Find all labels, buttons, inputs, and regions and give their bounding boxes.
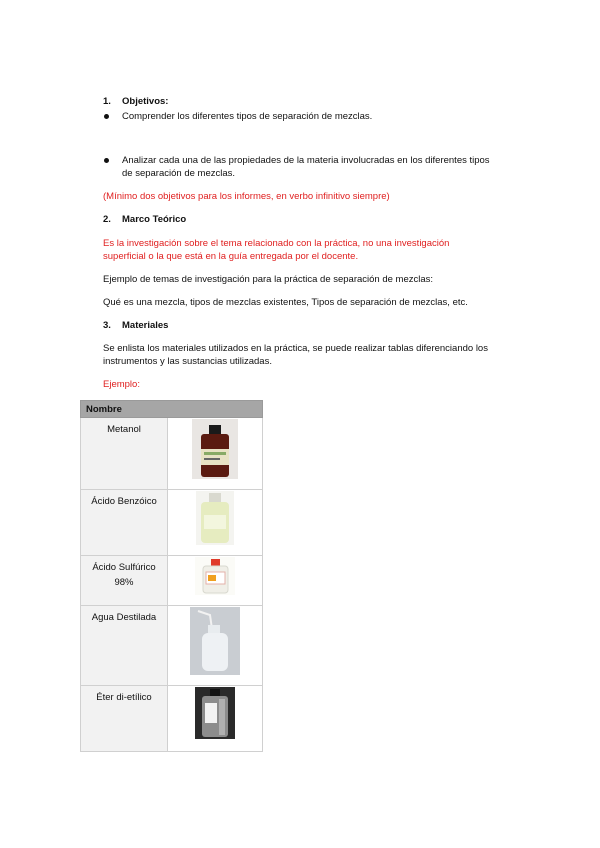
material-image-cell: [168, 418, 263, 490]
materials-paragraph-line-1: Se enlista los materiales utilizados en la práctica, se puede realizar tablas diferenciando los: [103, 343, 488, 354]
table-row: [81, 418, 263, 490]
material-image-cell: [168, 490, 263, 556]
materials-table: [80, 400, 263, 752]
theory-paragraph-2: Qué es una mezcla, tipos de mezclas existentes, Tipos de separación de mezclas, etc.: [103, 297, 468, 308]
material-image-cell: [168, 606, 263, 686]
material-image-cell: [168, 686, 263, 752]
wash-bottle-image: [190, 607, 240, 675]
material-name: Metanol: [81, 418, 168, 490]
theory-note-line-2: superficial o la que está en la guía entregada por el docente.: [103, 251, 359, 262]
table-row: [81, 606, 263, 686]
table-row: [81, 686, 263, 752]
material-image-cell: [168, 556, 263, 606]
material-name: [81, 556, 168, 606]
material-name: Ácido Benzóico: [81, 490, 168, 556]
material-name: Agua Destilada: [81, 606, 168, 686]
table-row: [81, 490, 263, 556]
objective-1: Comprender los diferentes tipos de separación de mezclas.: [122, 111, 373, 122]
ether-bottle-image: [195, 687, 235, 739]
material-name-line-2: 98%: [114, 577, 134, 588]
section-3-title: Materiales: [122, 320, 169, 331]
material-name: Éter di-etílico: [81, 686, 168, 752]
material-name-line-1: Ácido Sulfúrico: [92, 562, 156, 573]
section-1-number: 1.: [103, 96, 111, 107]
methanol-bottle-image: [192, 419, 238, 479]
table-header-nombre: Nombre: [81, 401, 263, 418]
example-label: Ejemplo:: [103, 379, 140, 390]
section-1-title: Objetivos:: [122, 96, 169, 107]
materials-paragraph-line-2: instrumentos y las sustancias utilizadas.: [103, 356, 272, 367]
table-row: [81, 556, 263, 606]
theory-paragraph-1: Ejemplo de temas de investigación para la práctica de separación de mezclas:: [103, 274, 434, 285]
objective-2-line-1: Analizar cada una de las propiedades de la materia involucradas en los diferentes tipos: [122, 155, 490, 166]
section-3-number: 3.: [103, 320, 111, 331]
section-2-number: 2.: [103, 214, 111, 225]
sulfuric-acid-bottle-image: [195, 557, 235, 595]
section-2-title: Marco Teórico: [122, 214, 187, 225]
benzoic-acid-bottle-image: [196, 491, 234, 545]
bullet-icon: [104, 158, 109, 163]
bullet-icon: [104, 114, 109, 119]
objective-2-line-2: de separación de mezclas.: [122, 168, 236, 179]
theory-note-line-1: Es la investigación sobre el tema relacionado con la práctica, no una investigación: [103, 238, 450, 249]
objectives-note: (Mínimo dos objetivos para los informes, en verbo infinitivo siempre): [103, 191, 390, 202]
